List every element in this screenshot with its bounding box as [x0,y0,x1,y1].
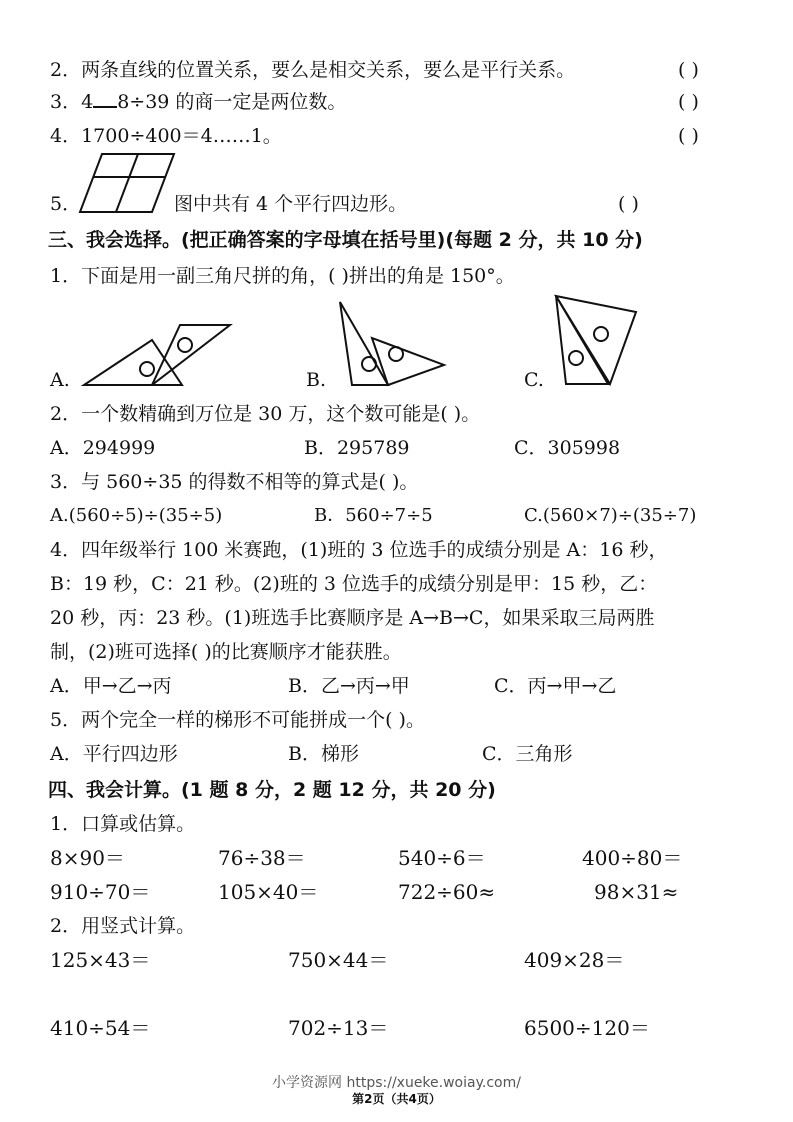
watermark: 小学资源网 https://xueke.woiay.com/ [272,1075,521,1091]
judge-q3-paren: ( ) [678,91,699,113]
s3-q1-option-a: A. [50,369,70,391]
judge-q3-num: 3．4 [50,91,94,113]
judge-q5-paren: ( ) [618,193,639,215]
s3-q2-option-a: A．294999 [50,437,156,459]
s3-q4-line4: 制，(2)班可选择( )的比赛顺序才能获胜。 [50,641,402,663]
s3-q5-option-a: A．平行四边形 [50,743,178,765]
vertical-calc-item: 702÷13＝ [288,1016,389,1040]
triangle-ruler-figure-b [336,300,448,390]
s3-q2-text: 2．一个数精确到万位是 30 万，这个数可能是( )。 [50,403,481,425]
triangle-ruler-figure-a [82,320,232,390]
s3-q1-option-c: C. [524,369,544,391]
vertical-calc-item: 6500÷120＝ [524,1016,650,1040]
judge-q2-paren: ( ) [678,59,699,81]
judge-q3-rest: 8÷39 的商一定是两位数。 [117,91,347,113]
s3-q3-option-b: B．560÷7÷5 [314,505,433,526]
vertical-calc-item: 125×43＝ [50,948,151,972]
judge-q2-text: 2．两条直线的位置关系，要么是相交关系，要么是平行关系。 [50,59,576,81]
oral-calc-item: 8×90＝ [50,846,125,870]
s3-q5-option-b: B．梯形 [288,743,359,765]
oral-calc-item: 76÷38＝ [218,846,306,870]
triangle-ruler-figure-c [552,294,638,388]
oral-calc-item: 540÷6＝ [398,846,486,870]
vertical-calc-item: 410÷54＝ [50,1016,151,1040]
s3-q3-text: 3．与 560÷35 的得数不相等的算式是( )。 [50,471,419,493]
vertical-calc-item: 409×28＝ [524,948,625,972]
s3-q2-option-b: B．295789 [304,437,410,459]
oral-calc-item: 400÷80＝ [582,846,683,870]
s3-q4-line3: 20 秒，丙：23 秒。(1)班选手比赛顺序是 A→B→C，如果采取三局两胜 [50,607,655,629]
parallelogram-figure [78,152,178,214]
judge-q4-text: 4．1700÷400＝4……1。 [50,125,282,147]
oral-calc-item: 910÷70＝ [50,880,151,904]
s3-q3-option-a: A.(560÷5)÷(35÷5) [50,505,223,526]
s3-q3-option-c: C.(560×7)÷(35÷7) [524,505,697,526]
s3-q2-option-c: C．305998 [514,437,621,459]
s4-sub2: 2．用竖式计算。 [50,915,196,937]
judge-q3 [50,90,346,114]
section3-heading: 三、我会选择。(把正确答案的字母填在括号里)(每题 2 分，共 10 分) [48,229,643,251]
s3-q5-text: 5．两个完全一样的梯形不可能拼成一个( )。 [50,709,425,731]
oral-calc-item: 98×31≈ [594,880,679,904]
judge-q4-paren: ( ) [678,125,699,147]
s3-q4-line1: 4．四年级举行 100 米赛跑，(1)班的 3 位选手的成绩分别是 A：16 秒， [50,539,668,561]
s3-q1-text: 1．下面是用一副三角尺拼的角，( )拼出的角是 150°。 [50,265,515,287]
s3-q4-line2: B：19 秒，C：21 秒。(2)班的 3 位选手的成绩分别是甲：15 秒，乙： [50,573,658,595]
s3-q4-option-c: C．丙→甲→乙 [494,675,617,697]
judge-q5-num: 5． [50,193,82,215]
s3-q5-option-c: C．三角形 [482,743,573,765]
s3-q4-option-a: A．甲→乙→丙 [50,675,172,697]
oral-calc-item: 722÷60≈ [398,880,496,904]
oral-calc-item: 105×40＝ [218,880,319,904]
page-number: 第2页（共4页） [352,1092,441,1106]
section4-heading: 四、我会计算。(1 题 8 分，2 题 12 分，共 20 分) [48,779,496,801]
s4-sub1: 1．口算或估算。 [50,813,196,835]
judge-q5-text: 图中共有 4 个平行四边形。 [174,193,408,215]
blank-line [93,92,117,108]
vertical-calc-item: 750×44＝ [288,948,389,972]
s3-q4-option-b: B．乙→丙→甲 [288,675,410,697]
s3-q1-option-b: B. [306,369,327,391]
